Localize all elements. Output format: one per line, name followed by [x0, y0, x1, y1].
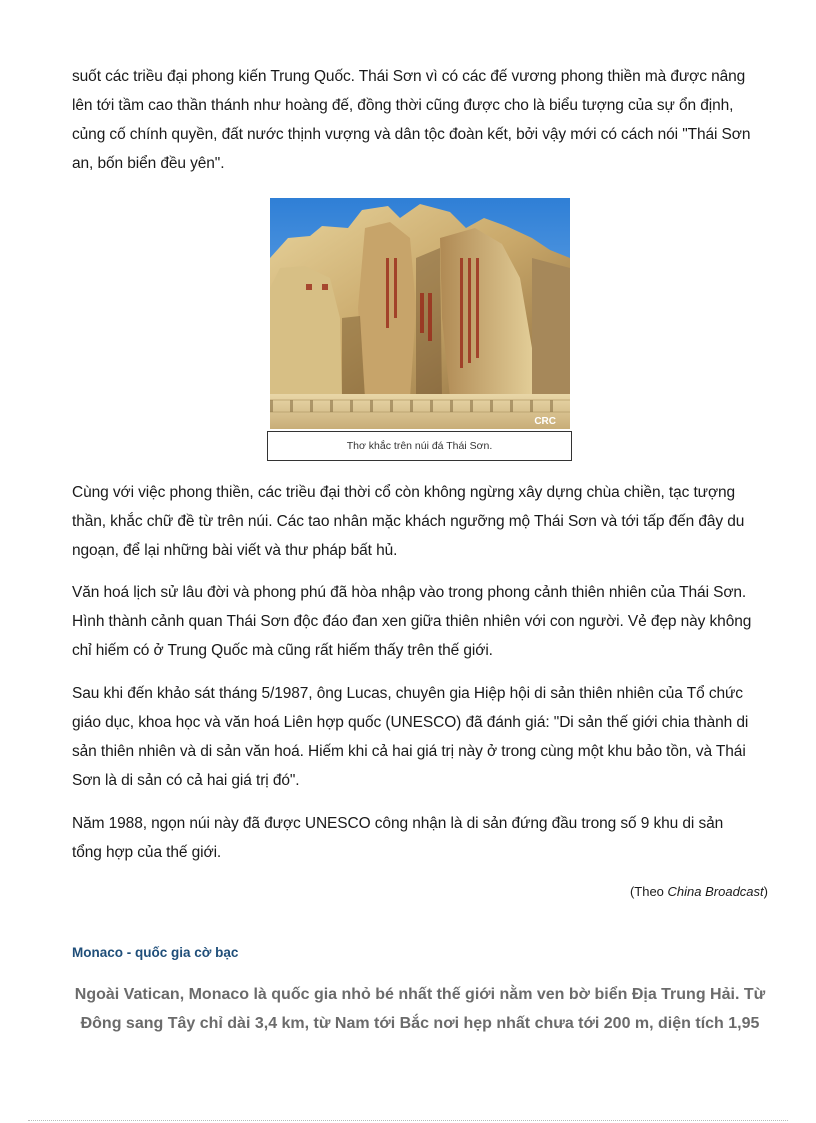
figure-watermark: CRC — [534, 416, 556, 427]
paragraph-4: Sau khi đến khảo sát tháng 5/1987, ông Lucas, chuyên gia Hiệp hội di sản thiên nhiên của Tổ chức giáo dục, khoa học và văn hoá Liên hợp quốc (UNESCO) đã đánh giá: "Di sản thế giới chia thành di sản thiên nhiên và di sản văn hoá. Hiếm khi cả hai giá trị này ở trong cùng một khu bảo tồn, và Thái Sơn là di sản có cả hai giá trị đó". — [72, 685, 749, 789]
paragraph-1: suốt các triều đại phong kiến Trung Quốc. Thái Sơn vì có các đế vương phong thiền mà được nâng lên tới tầm cao thần thánh như hoàng đế, đồng thời cũng được cho là biểu tượng của sự ổn định, củng cố chính quyền, đất nước thịnh vượng và dân tộc đoàn kết, bởi vậy mới có cách nói "Thái Sơn an, bốn biển đều yên". — [72, 68, 751, 172]
taishan-rock-inscription-photo — [270, 198, 570, 429]
figure-caption — [267, 431, 572, 461]
source-credit — [630, 884, 768, 899]
figure-caption-text: Thơ khắc trên núi đá Thái Sơn. — [346, 440, 493, 452]
paragraph-3: Văn hoá lịch sử lâu đời và phong phú đã hòa nhập vào trong phong cảnh thiên nhiên của Thái Sơn. Hình thành cảnh quan Thái Sơn độc đáo đan xen giữa thiên nhiên với con người. Vẻ đẹp này không chỉ hiếm có ở Trung Quốc mà cũng rất hiếm thấy trên thế giới. — [72, 584, 752, 659]
footer-divider — [28, 1120, 788, 1121]
source-suffix: ) — [763, 884, 768, 899]
section-heading-monaco[interactable]: Monaco - quốc gia cờ bạc — [72, 945, 239, 960]
paragraph-5: Năm 1988, ngọn núi này đã được UNESCO công nhận là di sản đứng đầu trong số 9 khu di sản tổng hợp của thế giới. — [72, 815, 724, 861]
source-name: China Broadcast — [667, 884, 764, 899]
paragraph-2: Cùng với việc phong thiền, các triều đại thời cổ còn không ngừng xây dựng chùa chiền, tạc tượng thần, khắc chữ đề từ trên núi. Các tao nhân mặc khách ngưỡng mộ Thái Sơn và tới tấp đến đây du ngoạn, để lại những bài viết và thư pháp bất hủ. — [72, 484, 745, 559]
source-prefix: (Theo — [629, 884, 668, 899]
section-lead-paragraph: Ngoài Vatican, Monaco là quốc gia nhỏ bé nhất thế giới nằm ven bờ biển Địa Trung Hải. Từ Đông sang Tây chỉ dài 3,4 km, từ Nam tới Bắc nơi hẹp nhất chưa tới 200 m, diện tích 1,95 — [74, 986, 766, 1032]
